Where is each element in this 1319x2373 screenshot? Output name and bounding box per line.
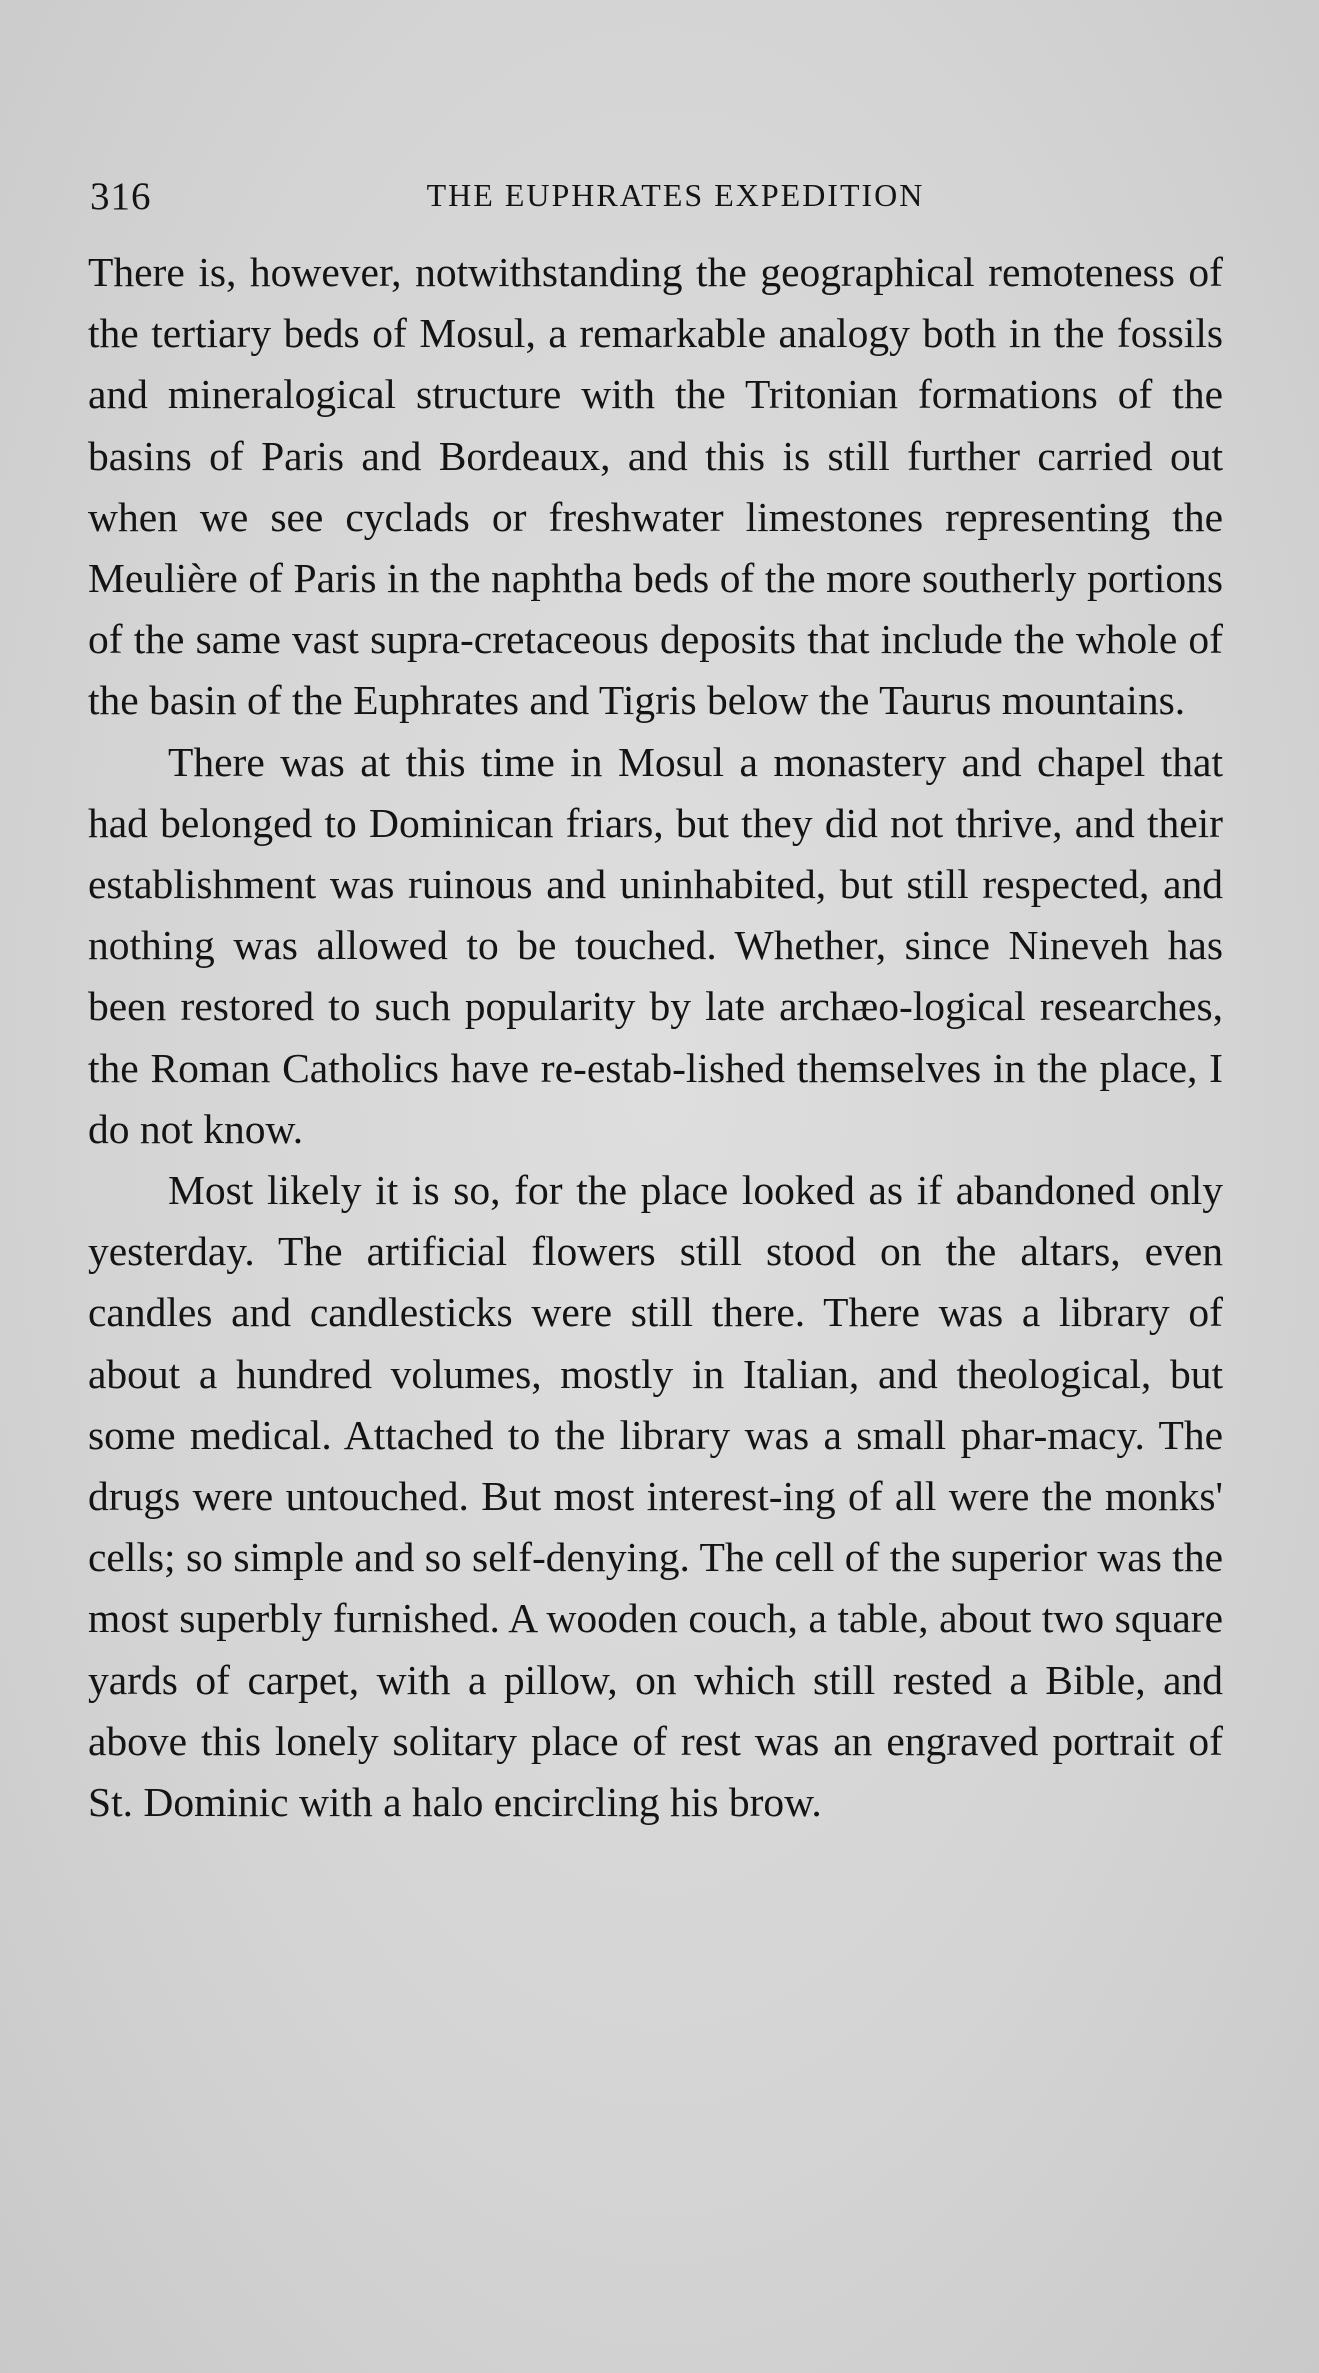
body-text — [88, 242, 1223, 1833]
running-head — [88, 160, 1223, 230]
page-number: 316 — [90, 175, 152, 218]
paragraph-monastery: There was at this time in Mosul a monastery and chapel that had belonged to Dominican friars, but they did not thrive, and their establishment was ruinous and uninhabited, but still respected, and nothing was allowed to be touched. Whether, since Nineveh has been restored to such popularity by late archæo-logical researches, the Roman Catholics have re-estab-lished themselves in the place, I do not know. — [88, 738, 1223, 1152]
running-title: THE EUPHRATES EXPEDITION — [426, 177, 925, 213]
paragraph-geology: There is, however, notwithstanding the geographical remoteness of the tertiary beds of Mosul, a remarkable analogy both in the fossils and mineralogical structure with the Tritonian formations of the basins of Paris and Bordeaux, and this is still further carried out when we see cyclads or freshwater limestones representing the Meulière of Paris in the naphtha beds of the more southerly portions of the same vast supra-cretaceous deposits that include the whole of the basin of the Euphrates and Tigris below the Taurus mountains. — [88, 249, 1223, 724]
book-page — [88, 160, 1223, 1833]
paragraph-monks-cells: Most likely it is so, for the place looked as if abandoned only yesterday. The artificial flowers still stood on the altars, even candles and candlesticks were still there. There was a library of about a hundred volumes, mostly in Italian, and theological, but some medical. Attached to the library was a small phar-macy. The drugs were untouched. But most interest-ing of all were the monks' cells; so simple and so self-denying. The cell of the superior was the most superbly furnished. A wooden couch, a table, about two square yards of carpet, with a pillow, on which still rested a Bible, and above this lonely solitary place of rest was an engraved portrait of St. Dominic with a halo encircling his brow. — [88, 1167, 1223, 1826]
